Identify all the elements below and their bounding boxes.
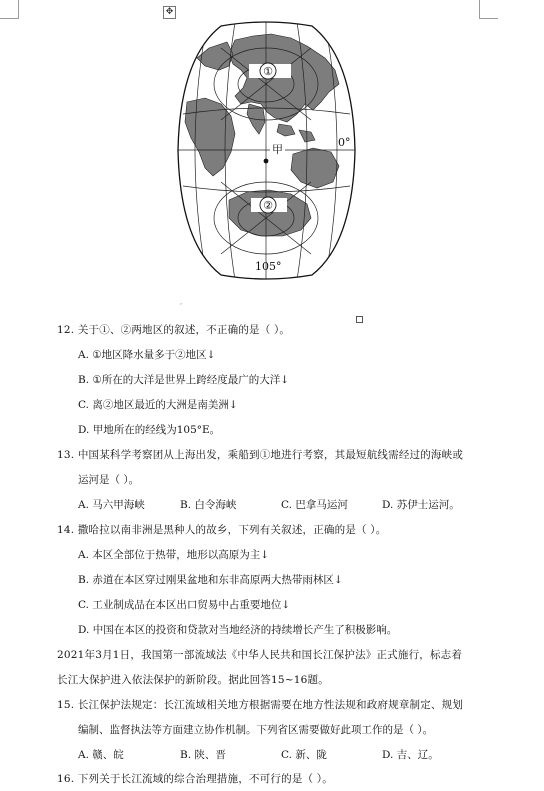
question-14-option-c[interactable]: C. 工业制成品在本区出口贸易中占重要地位↓ [78,599,291,611]
point-jia-label: 甲 [272,143,283,156]
question-12-option-d[interactable]: D. 甲地所在的经线为105°E。 [78,424,221,436]
point-jia-dot [264,159,269,164]
question-12-option-c[interactable]: C. 离②地区最近的大洲是南美洲↓ [78,399,238,411]
question-14-stem: 14. 撒哈拉以南非洲是黑种人的故乡，下列有关叙述，正确的是（ ）。 [57,524,387,536]
question-13-option-c[interactable]: C. 巴拿马运河 [281,499,348,511]
resize-handle-icon[interactable] [356,316,363,323]
zero-degree-label: 0° [338,136,351,149]
question-15-option-a[interactable]: A. 赣、皖 [78,749,124,761]
move-anchor-icon[interactable]: ✥ [163,6,176,19]
question-15-stem-continued: 编制、监督执法等方面建立协作机制。下列省区需要做好此项工作的是（ ）。 [78,724,434,736]
question-13-option-d[interactable]: D. 苏伊士运河。 [382,499,460,511]
question-15-option-c[interactable]: C. 新、陇 [281,749,327,761]
question-13-option-b[interactable]: B. 白令海峡 [180,499,237,511]
question-13-stem-continued: 运河是（ ）。 [78,474,140,486]
page-corner-mark [0,0,19,19]
question-12-stem: 12. 关于①、②两地区的叙述，不正确的是（ ）。 [57,324,291,336]
question-13-stem: 13. 中国某科学考察团从上海出发，乘船到①地进行考察，其最短航线需经过的海峡或 [57,449,464,461]
question-14-option-a[interactable]: A. 本区全部位于热带，地形以高原为主↓ [78,549,270,561]
region-1-label: ① [263,65,273,78]
question-12-option-a[interactable]: A. ①地区降水量多于②地区↓ [78,349,216,361]
question-13-option-a[interactable]: A. 马六甲海峡 [78,499,145,511]
question-15-stem: 15. 长江保护法规定：长江流域相关地方根据需要在地方性法规和政府规章制定、规划 [57,699,464,711]
question-16-stem: 16. 下列关于长江流域的综合治理措施，不可行的是（ ）。 [57,773,333,785]
question-12-option-b[interactable]: B. ①所在的大洋是世界上跨经度最广的大洋↓ [78,374,290,386]
question-15-option-d[interactable]: D. 吉、辽。 [382,749,439,761]
intro-paragraph-line-1: 2021年3月1日，我国第一部流域法《中华人民共和国长江保护法》正式施行，标志着 [57,649,463,661]
longitude-105-label: 105° [255,260,282,273]
question-15-option-b[interactable]: B. 陕、晋 [180,749,226,761]
paragraph-mark: , [180,298,183,306]
question-14-option-d[interactable]: D. 中国在本区的投资和贷款对当地经济的持续增长产生了积极影响。 [78,624,398,636]
intro-paragraph-line-2: 长江大保护进入依法保护的新阶段。据此回答15~16题。 [57,674,329,686]
page-corner-mark [479,0,498,19]
question-14-option-b[interactable]: B. 赤道在本区穿过刚果盆地和东非高原两大热带雨林区↓ [78,574,343,586]
region-2-label: ② [263,199,273,212]
polar-map-figure [175,18,358,283]
